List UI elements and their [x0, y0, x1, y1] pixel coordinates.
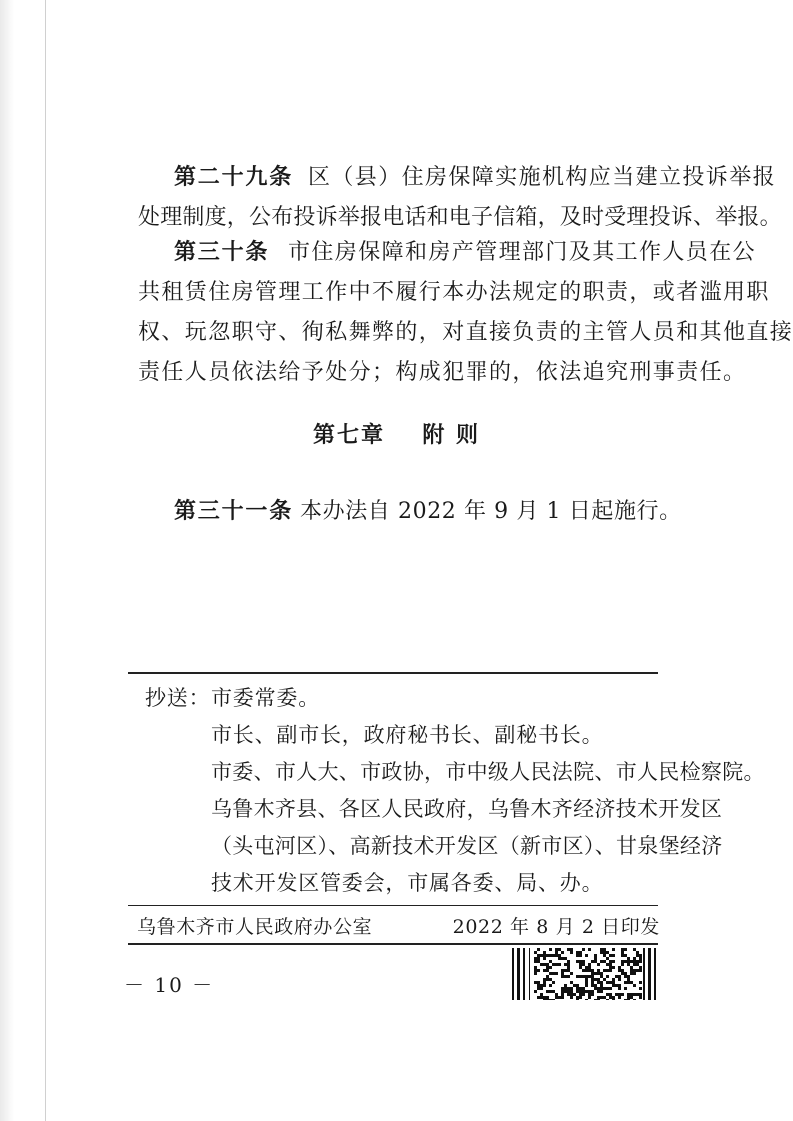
cc-line-4: [145, 828, 723, 865]
cc-line-4-text: （头屯河区）、高新技术开发区（新市区）、甘泉堡经济: [211, 834, 723, 858]
cc-line-1: [145, 717, 675, 754]
article-30: [138, 233, 793, 393]
article-31: [138, 492, 682, 532]
article-30-text-2: 共租赁住房管理工作中不履行本办法规定的职责，或者滥用职: [138, 280, 770, 305]
barcode-icon: [512, 948, 659, 1000]
footer-bottom-rule: [128, 943, 658, 945]
issue-date: 2022 年 8 月 2 日印发: [452, 916, 660, 938]
article-30-text-4: 责任人员依法给予处分；构成犯罪的，依法追究刑事责任。: [138, 360, 747, 385]
article-30-line-3: [138, 313, 793, 353]
article-30-line-1: [138, 233, 757, 273]
article-30-heading: 第三十条: [174, 240, 270, 265]
article-29-line-2: [138, 198, 782, 238]
scan-margin-line: [45, 0, 46, 1121]
cc-first: 市委常委。: [211, 686, 320, 710]
cc-line-0: [145, 680, 675, 717]
cc-line-3: [145, 791, 723, 828]
cc-line-2: [145, 754, 765, 791]
article-29-text-2: 处理制度，公布投诉举报电话和电子信箱，及时受理投诉、举报。: [138, 205, 782, 230]
issuer: 乌鲁木齐市人民政府办公室: [137, 916, 373, 938]
article-31-text: 本办法自 2022 年 9 月 1 日起施行。: [300, 499, 682, 524]
cc-label: 抄送：: [145, 686, 211, 710]
article-30-line-2: [138, 273, 770, 313]
chapter-number: 第七章: [312, 423, 385, 448]
cc-line-2-text: 市委、市人大、市政协，市中级人民法院、市人民检察院。: [211, 760, 765, 784]
cc-line-3-text: 乌鲁木齐县、各区人民政府，乌鲁木齐经济技术开发区: [211, 797, 723, 821]
article-29-heading: 第二十九条: [174, 165, 294, 190]
article-29-text-1: 区（县）住房保障实施机构应当建立投诉举报: [308, 165, 777, 190]
article-31-heading: 第三十一条: [174, 499, 294, 524]
cc-bottom-rule: [128, 905, 658, 906]
cc-line-5: [145, 865, 675, 902]
article-29: [138, 158, 782, 238]
page-number: － 10 －: [124, 973, 215, 997]
cc-line-1-text: 市长、副市长，政府秘书长、副秘书长。: [211, 723, 604, 747]
article-30-text-3: 权、玩忽职守、徇私舞弊的，对直接负责的主管人员和其他直接: [138, 320, 793, 345]
article-29-line-1: [138, 158, 777, 198]
chapter-title: 附 则: [422, 423, 481, 448]
cc-line-5-text: 技术开发区管委会，市属各委、局、办。: [211, 871, 604, 895]
scan-edge: [0, 0, 14, 1121]
article-30-text-1: 市住房保障和房产管理部门及其工作人员在公: [288, 240, 757, 265]
cc-block: [145, 680, 765, 902]
chapter-heading: [0, 420, 793, 452]
cc-top-rule: [128, 672, 658, 674]
article-31-line: [138, 492, 682, 532]
article-30-line-4: [138, 353, 747, 393]
